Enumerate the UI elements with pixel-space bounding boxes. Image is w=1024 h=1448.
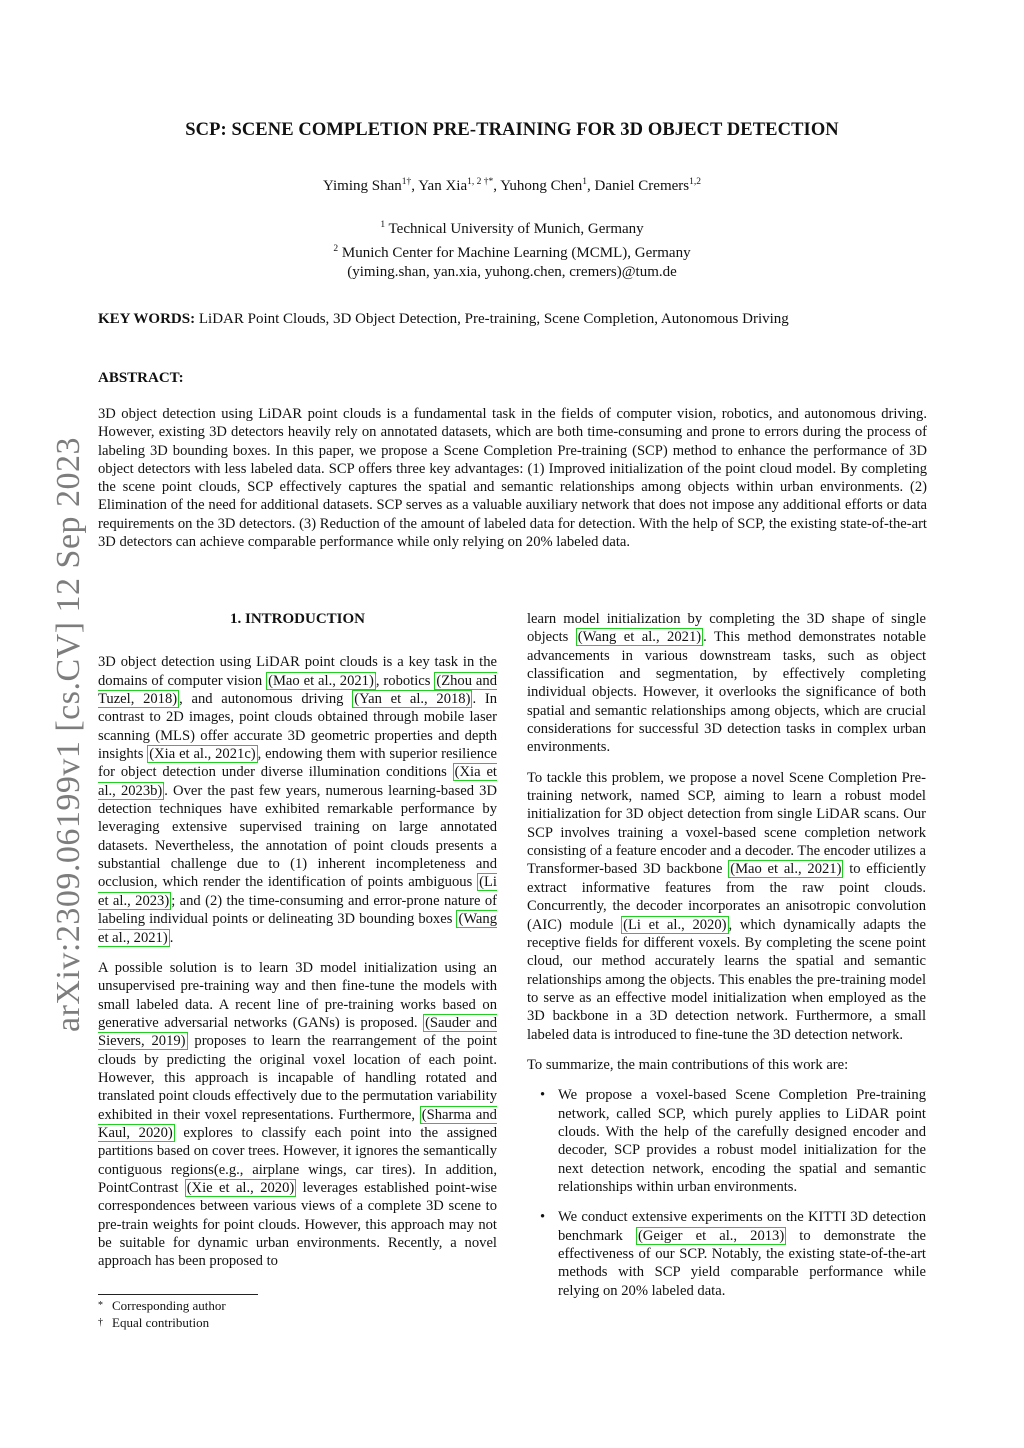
- citation-link[interactable]: (Zhou and Tuzel, 2018): [98, 672, 497, 708]
- citation-link[interactable]: (Mao et al., 2021): [730, 861, 842, 878]
- arxiv-stamp: arXiv:2309.06199v1 [cs.CV] 12 Sep 2023: [50, 436, 87, 1032]
- affiliation: [96, 216, 928, 240]
- author-name: Daniel Cremers: [594, 178, 690, 194]
- paragraph: To tackle this problem, we propose a novel Scene Completion Pre-training network, named SCP, aiming to learn a robust model initialization for 3D object detection from single LiDAR scans. Our SCP involves training a voxel-based scene completion network consisting of a feature encoder and a decoder. The encoder utilizes a Transformer-based 3D backbone (Mao et al., 2021) to efficiently extract informative features from the raw point clouds. Concurrently, the decoder incorporates an anisotropic convolution (AIC) module (Li et al., 2020) , which dynamically adapts the receptive fields for different voxels. By completing the scene point cloud, our method accurately learns the spatial and semantic relationships among the objects. This enables the pre-training model to serve as an effective model initialization when employed as the 3D backbone in a 3D detection network. Furthermore, a small labeled data is introduced to fine-tune the 3D detection network.: [527, 769, 927, 1043]
- author-affil-mark: 1: [582, 177, 588, 187]
- footnotes: [98, 1297, 226, 1331]
- affiliation-mark: 2: [333, 243, 339, 254]
- footnote-text: Corresponding author: [112, 1298, 226, 1313]
- author-affil-mark: 1†: [401, 177, 412, 187]
- affiliation: [96, 240, 928, 264]
- author-name: Yiming Shan: [323, 178, 402, 194]
- author-list: Yiming Shan$^{1\dagger}$, Yan Xia$^{1, 2 \dagger*}$, Yuhong Chen$^1$, Daniel Cremers$^{1,2}$: [323, 177, 701, 194]
- contribution-list: [527, 1086, 926, 1300]
- citation-link[interactable]: (Xie et al., 2020): [186, 1179, 295, 1196]
- citation-link[interactable]: (Sharma and Kaul, 2020): [98, 1106, 497, 1141]
- section-heading-introduction: 1. INTRODUCTION: [229, 611, 365, 627]
- paragraph: A possible solution is to learn 3D model initialization using an unsupervised pre-training way and then fine-tune the models with small labeled data. A recent line of pre-training works based on generative adversarial networks (GANs) is proposed. (Sauder and Sievers, 2019) proposes to learn the rearrangement of the point clouds by predicting the original voxel location of each point. However, this approach is incapable of handling rotated and translated point clouds effectively due to the permutation variability exhibited in their voxel representations. Furthermore, (Sharma and Kaul, 2020) explores to classify each point into the assigned partitions based on cover trees. However, it ignores the semantically contiguous regions(e.g., airplane wings, car tires). In addition, PointContrast (Xie et al., 2020) leverages established point-wise correspondences between various views of a complete 3D scene to pre-train weights for point clouds. However, this approach may not be suitable for dynamic urban environments. Recently, a novel approach has been proposed to: [98, 959, 498, 1270]
- bullet-icon: •: [540, 1209, 546, 1226]
- footnote-mark: *: [98, 1300, 103, 1311]
- list-item: • We conduct extensive experiments on the KITTI 3D detection benchmark (Geiger et al., 2013) to demonstrate the effectiveness of our SCP. Notably, the existing state-of-the-art methods with SCP yield comparable performance while relying on 20% labeled data.: [540, 1209, 926, 1299]
- citation-link[interactable]: (Wang et al., 2021): [577, 629, 702, 646]
- footnote-mark: †: [98, 1317, 103, 1328]
- affiliations: [96, 216, 928, 283]
- author-emails: (yiming.shan, yan.xia, yuhong.chen, cremers)@tum.de: [347, 264, 677, 280]
- left-column: [98, 610, 497, 1283]
- paper-title: SCP: SCENE COMPLETION PRE-TRAINING FOR 3D OBJECT DETECTION: [185, 120, 839, 140]
- abstract-text: 3D object detection using LiDAR point clouds is a fundamental task in the fields of computer vision, robotics, and autonomous driving. However, existing 3D detectors heavily rely on annotated datasets, which are both time-consuming and prone to errors during the process of labeling 3D bounding boxes. In this paper, we propose a Scene Completion Pre-training (SCP) method to enhance the performance of 3D object detectors with less labeled data. SCP offers three key advantages: (1) Improved initialization of the point cloud model. By completing the scene point clouds, SCP effectively captures the spatial and semantic relationships among objects within urban environments. (2) Elimination of the need for additional datasets. SCP serves as a valuable auxiliary network that does not impose any additional efforts or data requirements on the 3D detectors. (3) Reduction of the amount of labeled data for detection. With the help of SCP, the existing state-of-the-art 3D detectors can achieve comparable performance while only relying on 20% labeled data.: [98, 406, 927, 551]
- keywords: [98, 311, 928, 328]
- citation-link[interactable]: (Li et al., 2020): [623, 916, 727, 933]
- citation-link[interactable]: (Li et al., 2023): [98, 874, 497, 909]
- abstract-heading: ABSTRACT:: [98, 370, 184, 386]
- footnote: [98, 1314, 226, 1331]
- list-item: • We propose a voxel-based Scene Completion Pre-training network, called SCP, which purely applies to LiDAR point clouds. With the help of the carefully designed encoder and decoder, SCP provides a robust model initialization for the next detection network, encoding the spatial and semantic relationships within urban environments.: [540, 1087, 926, 1195]
- citation-link[interactable]: (Geiger et al., 2013): [637, 1227, 785, 1244]
- author-affil-mark: 1,2: [689, 177, 701, 187]
- citation-link[interactable]: (Xia et al., 2021c): [149, 746, 256, 763]
- paragraph: To summarize, the main contributions of this work are:: [527, 1056, 849, 1073]
- citation-link[interactable]: (Xia et al., 2023b): [98, 764, 497, 799]
- affiliation-text: Munich Center for Machine Learning (MCML), Germany: [341, 244, 691, 261]
- citation-link[interactable]: (Wang et al., 2021): [98, 911, 497, 946]
- footnote-text: Equal contribution: [112, 1315, 210, 1330]
- keywords-label: KEY WORDS:: [98, 311, 196, 327]
- author-affil-mark: 1, 2 †*: [467, 177, 494, 187]
- affiliation-mark: 1: [380, 220, 386, 230]
- paragraph: 3D object detection using LiDAR point clouds is a key task in the domains of computer vision (Mao et al., 2021) , robotics (Zhou and Tuzel, 2018) , and autonomous driving (Yan et al., 2018) . In contrast to 2D images, point clouds obtained through mobile laser scanning (MLS) offer accurate 3D geometric properties and depth insights (Xia et al., 2021c) , endowing them with superior resilience for object detection under diverse illumination conditions (Xia et al., 2023b) . Over the past few years, numerous learning-based 3D detection techniques have exhibited remarkable performance by leveraging extensive supervised training on large annotated datasets. Nevertheless, the annotation of point clouds presents a substantial challenge due to (1) inherent incompleteness and occlusion, which render the identification of points ambiguous (Li et al., 2023) ; and (2) the time-consuming and error-prone nature of labeling individual points or delineating 3D bounding boxes (Wang et al., 2021) .: [98, 654, 498, 946]
- footnote-divider: [98, 1294, 258, 1295]
- paragraph: learn model initialization by completing the 3D shape of single objects (Wang et al., 2021) . This method demonstrates notable advancements in various downstream tasks, such as object classification and segmentation, by effectively completing individual objects. However, it overlooks the significance of both spatial and semantic relationships among objects, which are crucial considerations for successful 3D detection tasks in complex urban environments.: [527, 611, 926, 756]
- right-column: [527, 610, 926, 1312]
- author-name: Yuhong Chen: [500, 178, 583, 194]
- citation-link[interactable]: (Mao et al., 2021): [268, 672, 374, 689]
- keywords-text: LiDAR Point Clouds, 3D Object Detection, Pre-training, Scene Completion, Autonomous Driving: [198, 311, 789, 327]
- citation-link[interactable]: (Sauder and Sievers, 2019): [98, 1014, 497, 1050]
- citation-link[interactable]: (Yan et al., 2018): [354, 691, 471, 708]
- author-name: Yan Xia: [418, 178, 468, 194]
- affiliation-text: Technical University of Munich, Germany: [388, 221, 644, 237]
- bullet-icon: •: [540, 1087, 546, 1104]
- footnote: [98, 1297, 226, 1314]
